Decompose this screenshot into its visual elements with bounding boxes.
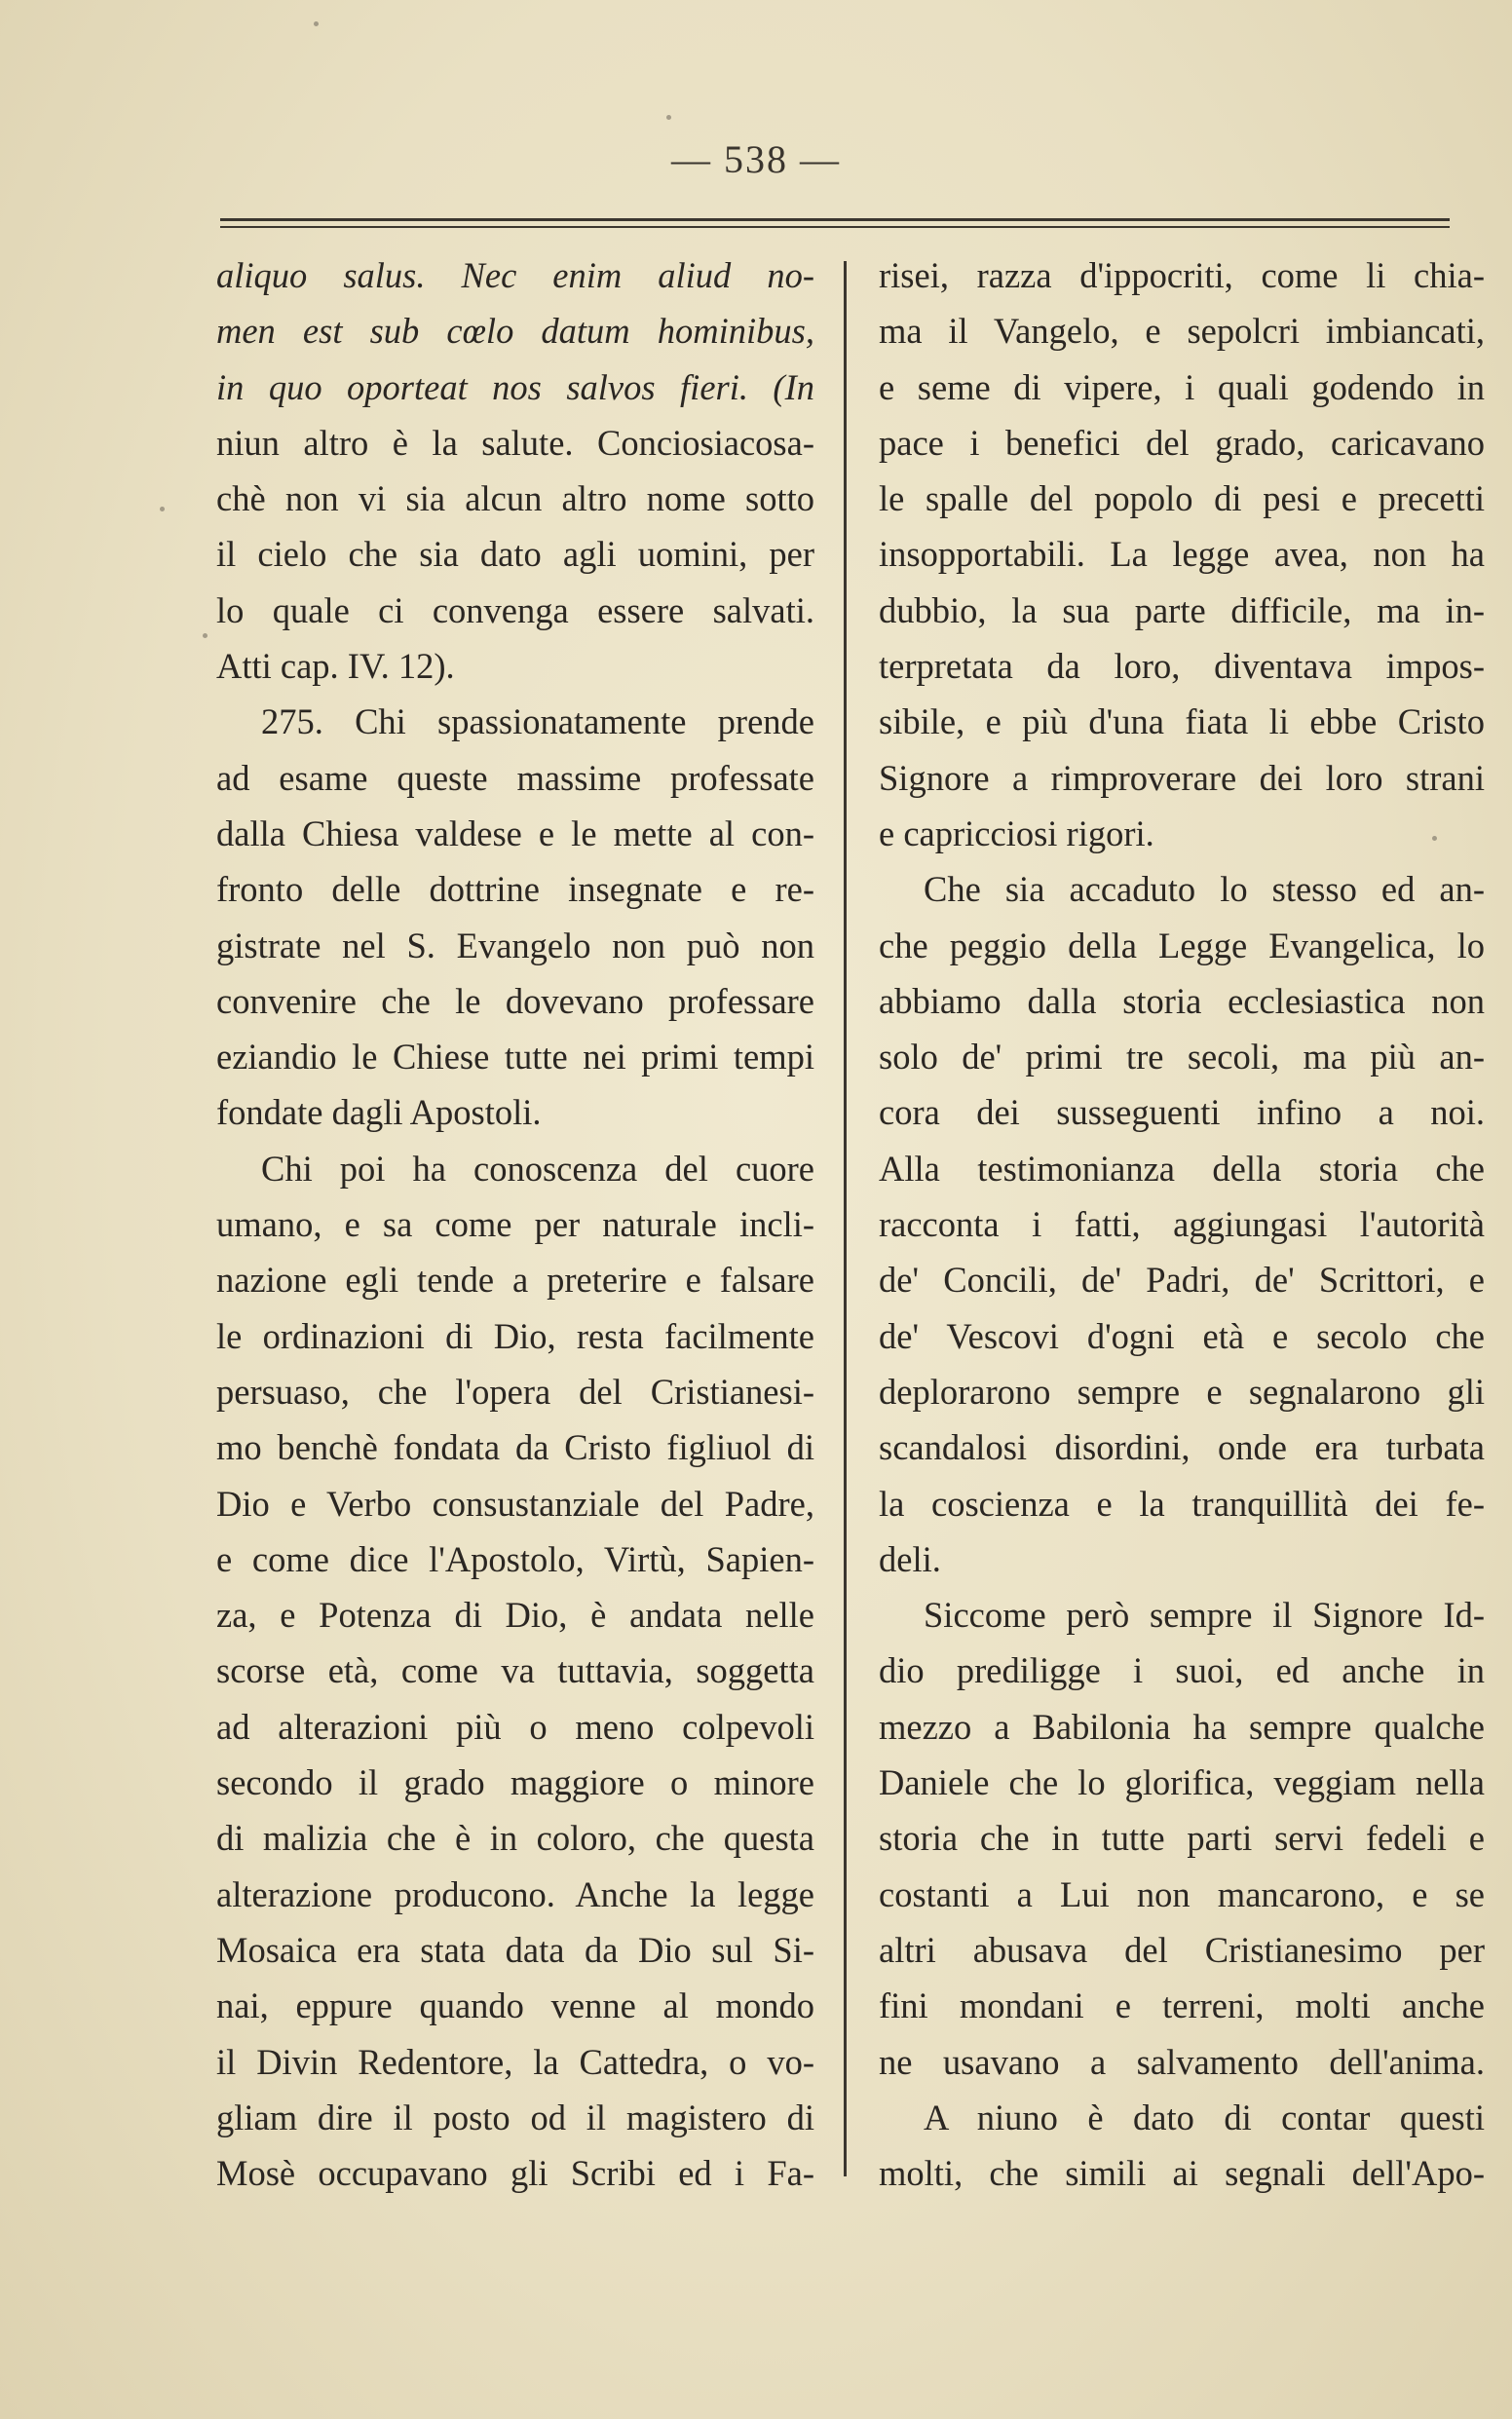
text-line: eziandio le Chiese tutte nei primi tempi <box>216 1037 814 1077</box>
text-line: pace i benefici del grado, caricavano <box>879 422 1485 463</box>
text-line: 275. Chi spassionatamente prende <box>261 701 814 742</box>
text-line: costanti a Lui non mancarono, e se <box>879 1873 1485 1914</box>
text-line: solo de' primi tre secoli, ma più an- <box>879 1037 1485 1077</box>
text-line: men est sub cœlo datum hominibus, <box>216 311 814 352</box>
paper-speck <box>314 21 319 26</box>
text-line: e come dice l'Apostolo, Virtù, Sapien- <box>216 1538 814 1579</box>
text-line: alterazione producono. Anche la legge <box>216 1873 814 1914</box>
text-line: dubbio, la sua parte difficile, ma in- <box>879 589 1485 630</box>
text-line: le spalle del popolo di pesi e precetti <box>879 478 1485 519</box>
text-line: cora dei susseguenti infino a noi. <box>879 1092 1485 1133</box>
text-line: dio prediligge i suoi, ed anche in <box>879 1650 1485 1691</box>
text-line: fondate dagli Apostoli. <box>216 1092 542 1133</box>
text-line: gistrate nel S. Evangelo non può non <box>216 925 814 965</box>
text-line: altri abusava del Cristianesimo per <box>879 1929 1485 1970</box>
text-line: de' Concili, de' Padri, de' Scrittori, e <box>879 1260 1485 1301</box>
text-line: mezzo a Babilonia ha sempre qualche <box>879 1706 1485 1747</box>
left-column <box>216 247 814 2201</box>
text-line: secondo il grado maggiore o minore <box>216 1762 814 1803</box>
text-line: risei, razza d'ippocriti, come li chia- <box>879 255 1485 295</box>
text-line: di malizia che è in coloro, che questa <box>216 1818 814 1859</box>
text-line: in quo oporteat nos salvos fieri. (In <box>216 366 814 407</box>
text-line: Mosè occupavano gli Scribi ed i Fa- <box>216 2153 814 2194</box>
paper-speck <box>1432 836 1437 841</box>
page-number: — 538 — <box>671 137 841 181</box>
text-line: nazione egli tende a preterire e falsare <box>216 1260 814 1301</box>
text-line: Che sia accaduto lo stesso ed an- <box>924 869 1485 910</box>
text-line: ad alterazioni più o meno colpevoli <box>216 1706 814 1747</box>
text-line: molti, che simili ai segnali dell'Apo- <box>879 2153 1485 2194</box>
text-line: terpretata da loro, diventava impos- <box>879 646 1485 687</box>
text-line: le ordinazioni di Dio, resta facilmente <box>216 1315 814 1356</box>
text-line: convenire che le dovevano professare <box>216 980 814 1021</box>
text-line: deli. <box>879 1538 941 1579</box>
text-line: Atti cap. IV. 12). <box>216 646 455 687</box>
text-line: insopportabili. La legge avea, non ha <box>879 534 1485 575</box>
text-line: lo quale ci convenga essere salvati. <box>216 589 814 630</box>
text-line: ad esame queste massime professate <box>216 757 814 798</box>
text-line: Siccome però sempre il Signore Id- <box>924 1595 1485 1636</box>
paper-speck <box>203 633 208 638</box>
text-line: Chi poi ha conoscenza del cuore <box>261 1148 814 1189</box>
text-line: Alla testimonianza della storia che <box>879 1148 1485 1189</box>
text-line: A niuno è dato di contar questi <box>924 2097 1485 2137</box>
text-line: che peggio della Legge Evangelica, lo <box>879 925 1485 965</box>
text-line: e seme di vipere, i quali godendo in <box>879 366 1485 407</box>
right-column <box>879 247 1485 2201</box>
text-line: dalla Chiesa valdese e le mette al con- <box>216 813 814 853</box>
text-line: fini mondani e terreni, molti anche <box>879 1985 1485 2026</box>
text-line: nai, eppure quando venne al mondo <box>216 1985 814 2026</box>
paper-speck <box>160 507 165 511</box>
text-line: Dio e Verbo consustanziale del Padre, <box>216 1483 814 1524</box>
column-divider <box>844 261 847 2176</box>
text-line: ma il Vangelo, e sepolcri imbiancati, <box>879 311 1485 352</box>
header-rule <box>220 218 1450 221</box>
text-line: ne usavano a salvamento dell'anima. <box>879 2041 1485 2082</box>
text-line: la coscienza e la tranquillità dei fe- <box>879 1483 1485 1524</box>
text-line: scorse età, come va tuttavia, soggetta <box>216 1650 814 1691</box>
text-line: mo benchè fondata da Cristo figliuol di <box>216 1427 814 1468</box>
text-line: Daniele che lo glorifica, veggiam nella <box>879 1762 1485 1803</box>
text-line: de' Vescovi d'ogni età e secolo che <box>879 1315 1485 1356</box>
text-line: abbiamo dalla storia ecclesiastica non <box>879 980 1485 1021</box>
text-line: scandalosi disordini, onde era turbata <box>879 1427 1485 1468</box>
text-line: deplorarono sempre e segnalarono gli <box>879 1371 1485 1412</box>
text-line: persuaso, che l'opera del Cristianesi- <box>216 1371 814 1412</box>
text-line: racconta i fatti, aggiungasi l'autorità <box>879 1204 1485 1245</box>
text-line: il Divin Redentore, la Cattedra, o vo- <box>216 2041 814 2082</box>
header-rule-thin <box>220 226 1450 228</box>
text-line: niun altro è la salute. Conciosiacosa- <box>216 422 814 463</box>
text-line: umano, e sa come per naturale incli- <box>216 1204 814 1245</box>
text-line: Signore a rimproverare dei loro strani <box>879 757 1485 798</box>
text-line: aliquo salus. Nec enim aliud no- <box>216 255 814 295</box>
text-line: Mosaica era stata data da Dio sul Si- <box>216 1929 814 1970</box>
text-line: e capricciosi rigori. <box>879 813 1154 853</box>
text-line: il cielo che sia dato agli uomini, per <box>216 534 814 575</box>
text-line: storia che in tutte parti servi fedeli e <box>879 1818 1485 1859</box>
text-line: chè non vi sia alcun altro nome sotto <box>216 478 814 519</box>
text-line: za, e Potenza di Dio, è andata nelle <box>216 1595 814 1636</box>
text-line: fronto delle dottrine insegnate e re- <box>216 869 814 910</box>
text-line: gliam dire il posto od il magistero di <box>216 2097 814 2137</box>
paper-speck <box>666 115 671 120</box>
text-line: sibile, e più d'una fiata li ebbe Cristo <box>879 701 1485 742</box>
